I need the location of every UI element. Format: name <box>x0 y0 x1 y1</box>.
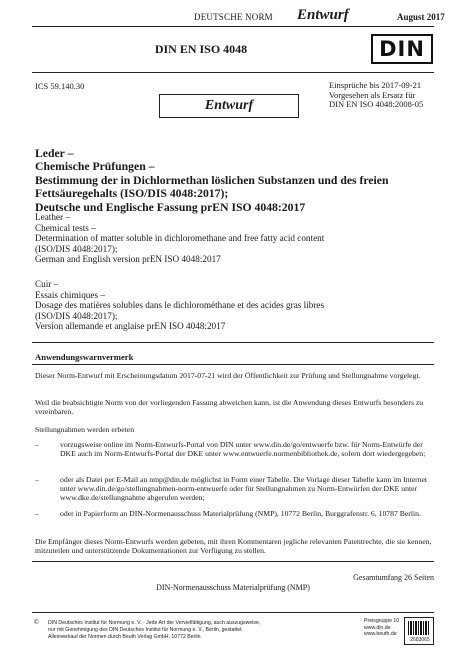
din-website: www.din.de <box>364 624 391 631</box>
title-german-line: Deutsche und Englische Fassung prEN ISO 4048:2017 <box>35 200 306 214</box>
barcode-bars <box>408 621 430 635</box>
comment-option-text: oder als Datei per E-Mail an nmp@din.de möglichst in Form einer Tabelle. Die Vorlage dieser Tabelle kann im Internet unter www.din.de/go/stellungnahmen-norm-entwuerfe oder für Stellungnahmen zu Norm-Entwürfen der DKE unter www.dke.de/stellungnahme abgerufen werden; <box>60 475 428 503</box>
title-german-line: Leder – <box>35 147 74 160</box>
status-label: Entwurf <box>297 7 349 23</box>
warning-heading: Anwendungswarnvermerk <box>35 352 134 362</box>
beuth-website: www.beuth.de <box>364 631 397 638</box>
title-band-rule <box>32 72 434 73</box>
warning-top-rule <box>32 342 434 343</box>
issue-date: August 2017 <box>397 12 445 22</box>
title-english-line: (ISO/DIS 4048:2017); <box>35 243 118 254</box>
title-french-line: Dosage des matières solubles dans le dichlorométhane et des acides gras libres <box>35 300 325 311</box>
document-meta <box>329 81 423 110</box>
draft-stamp <box>159 94 299 118</box>
title-english-line: Leather – <box>35 212 70 222</box>
replacement-note: Vorgesehen als Ersatz für <box>329 89 416 100</box>
barcode-number: 2683065 <box>410 637 430 643</box>
warning-heading-rule <box>32 364 434 365</box>
norm-type-label: DEUTSCHE NORM <box>194 12 273 22</box>
title-german-line: Bestimmung der in Dichlormethan löslichen Substanzen und des freien <box>35 173 389 187</box>
warning-paragraph-1: Dieser Norm-Entwurf mit Erscheinungsdatum 2017-07-21 wird der Öffentlichkeit zur Prüfung und Stellungnahme vorgelegt. <box>35 371 421 380</box>
objection-deadline: Einsprüche bis 2017-09-21 <box>329 80 422 90</box>
warning-paragraph-4: Die Empfänger dieses Norm-Entwurfs werden gebeten, mit ihren Kommentaren jegliche relevanten Patentrechte, die sie kennen, mitzuteilen und unterstützende Dokumentationen zur Verfügung zu stellen. <box>35 537 432 556</box>
price-info <box>364 618 399 638</box>
comment-option-text: vorzugsweise online im Norm-Entwurfs-Portal von DIN unter www.din.de/go/entwuerfe bzw. für Norm-Entwürfe der DKE auch im Norm-Entwurfs-Portal der DKE unter www.entwuerfe.normenbibliothek.de, sofern dort wiedergegeben; <box>60 440 426 459</box>
title-english <box>35 212 435 265</box>
title-french-line: Essais chimiques – <box>35 289 105 300</box>
warning-paragraph-2: Weil die beabsichtigte Norm von der vorliegenden Fassung abweichen kann, ist die Anwendung dieses Entwurfs besonders zu vereinbaren. <box>35 398 424 417</box>
draft-stamp-text: Entwurf <box>204 98 254 113</box>
header-rule <box>32 26 434 27</box>
title-english-line: German and English version prEN ISO 4048:2017 <box>35 254 221 265</box>
title-german-line: Fettsäuregehalts (ISO/DIS 4048:2017); <box>35 187 229 201</box>
committee-name: DIN-Normenausschuss Materialprüfung (NMP) <box>156 583 310 592</box>
imprint-line: nur mit Genehmigung des DIN Deutsches Institut für Normung e. V., Berlin, gestattet. <box>48 626 244 633</box>
comment-option-text: oder in Papierform an DIN-Normenausschuss Materialprüfung (NMP), 10772 Berlin, Burggrafenstr. 6, 10787 Berlin. <box>60 509 421 518</box>
imprint-line: DIN Deutsches Institut für Normung e. V. · Jede Art der Vervielfältigung, auch auszugsweise, <box>48 620 261 626</box>
title-french-line: (ISO/DIS 4048:2017); <box>35 310 118 321</box>
title-english-line: Chemical tests – <box>35 222 96 233</box>
din-logo <box>371 34 433 64</box>
price-group: Preisgruppe 10 <box>364 618 400 624</box>
ics-code: ICS 59.140.30 <box>35 81 85 91</box>
copyright-symbol: © <box>34 620 39 626</box>
imprint-rule <box>32 612 434 613</box>
warning-bottom-rule <box>32 561 434 562</box>
title-french <box>35 279 435 332</box>
title-english-line: Determination of matter soluble in dichloromethane and free fatty acid content <box>35 233 325 244</box>
barcode <box>404 617 434 645</box>
title-german-line: Chemische Prüfungen – <box>35 160 155 174</box>
warning-paragraph-3: Stellungnahmen werden erbeten <box>35 425 135 434</box>
din-logo-text: DIN <box>379 37 425 61</box>
replaced-standard: DIN EN ISO 4048:2008-05 <box>329 99 424 109</box>
document-number: DIN EN ISO 4048 <box>154 42 248 56</box>
total-pages: Gesamtumfang 26 Seiten <box>353 573 434 582</box>
title-german <box>35 147 435 214</box>
title-french-line: Cuir – <box>35 279 59 289</box>
imprint-line: Alleinverkauf der Normen durch Beuth Verlag GmbH, 10772 Berlin <box>48 633 201 640</box>
title-french-line: Version allemande et anglaise prEN ISO 4048:2017 <box>35 321 226 332</box>
